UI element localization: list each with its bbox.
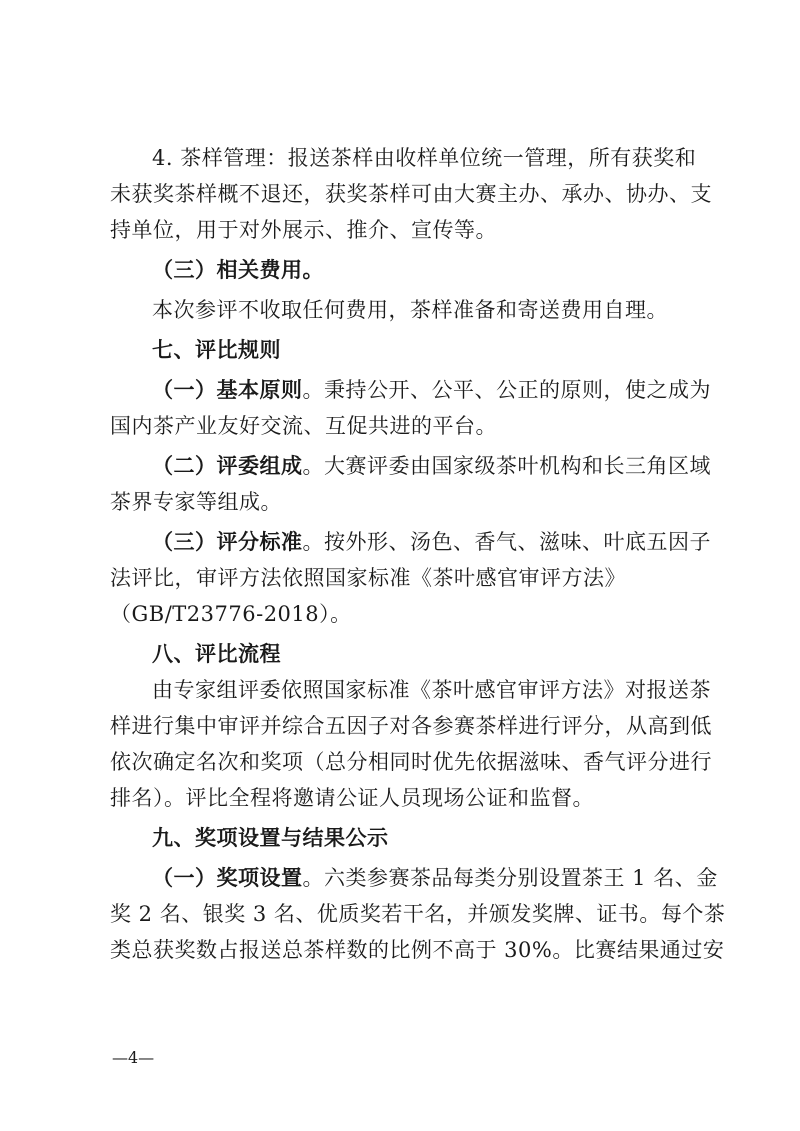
paragraph-line bbox=[110, 372, 711, 408]
paragraph-line: 排名）。评比全程将邀请公证人员现场公证和监督。 bbox=[110, 786, 594, 810]
paragraph-line: 类总获奖数占报送总茶样数的比例不高于 30%。比赛结果通过安 bbox=[110, 938, 725, 962]
paragraph-line: 样进行集中审评并综合五因子对各参赛茶样进行评分，从高到低 bbox=[110, 714, 712, 738]
paragraph-line: （GB/T23776-2018）。 bbox=[110, 602, 352, 626]
paragraph-line bbox=[110, 860, 718, 896]
paragraph-text: 。按外形、汤色、香气、滋味、叶底五因子 bbox=[302, 530, 711, 554]
section-heading: 七、评比规则 bbox=[152, 338, 281, 362]
section-heading: 八、评比流程 bbox=[152, 642, 281, 666]
paragraph-line: 奖 2 名、银奖 3 名、优质奖若干名，并颁发奖牌、证书。每个茶 bbox=[110, 902, 726, 926]
paragraph-text: 。秉持公开、公平、公正的原则，使之成为 bbox=[302, 378, 711, 402]
paragraph-text: 。大赛评委由国家级茶叶机构和长三角区域 bbox=[302, 454, 711, 478]
subsection-label: （二）评委组成 bbox=[152, 454, 303, 478]
paragraph-text: 。六类参赛茶品每类分别设置茶王 1 名、金 bbox=[302, 866, 718, 890]
page-number: —4— bbox=[112, 1048, 155, 1067]
paragraph-line: 国内茶产业友好交流、互促共进的平台。 bbox=[110, 414, 497, 438]
paragraph-line bbox=[110, 524, 711, 560]
paragraph-line bbox=[110, 448, 711, 484]
document-body bbox=[110, 140, 726, 968]
section-heading: 九、奖项设置与结果公示 bbox=[152, 826, 389, 850]
subsection-label: （一）奖项设置 bbox=[152, 866, 303, 890]
paragraph-line: 未获奖茶样概不退还，获奖茶样可由大赛主办、承办、协办、支 bbox=[110, 182, 712, 206]
paragraph-line: 4. 茶样管理：报送茶样由收样单位统一管理，所有获奖和 bbox=[152, 146, 697, 170]
paragraph-line: 本次参评不收取任何费用，茶样准备和寄送费用自理。 bbox=[152, 298, 668, 322]
subsection-label: （三）评分标准 bbox=[152, 530, 303, 554]
paragraph-line: 茶界专家等组成。 bbox=[110, 490, 282, 514]
paragraph-line: 法评比，审评方法依照国家标准《茶叶感官审评方法》 bbox=[110, 566, 626, 590]
subsection-label: （一）基本原则 bbox=[152, 378, 303, 402]
subsection-heading: （三）相关费用。 bbox=[152, 258, 324, 282]
paragraph-line: 依次确定名次和奖项（总分相同时优先依据滋味、香气评分进行 bbox=[110, 750, 712, 774]
paragraph-line: 持单位，用于对外展示、推介、宣传等。 bbox=[110, 218, 497, 242]
paragraph-line: 由专家组评委依照国家标准《茶叶感官审评方法》对报送茶 bbox=[152, 678, 711, 702]
